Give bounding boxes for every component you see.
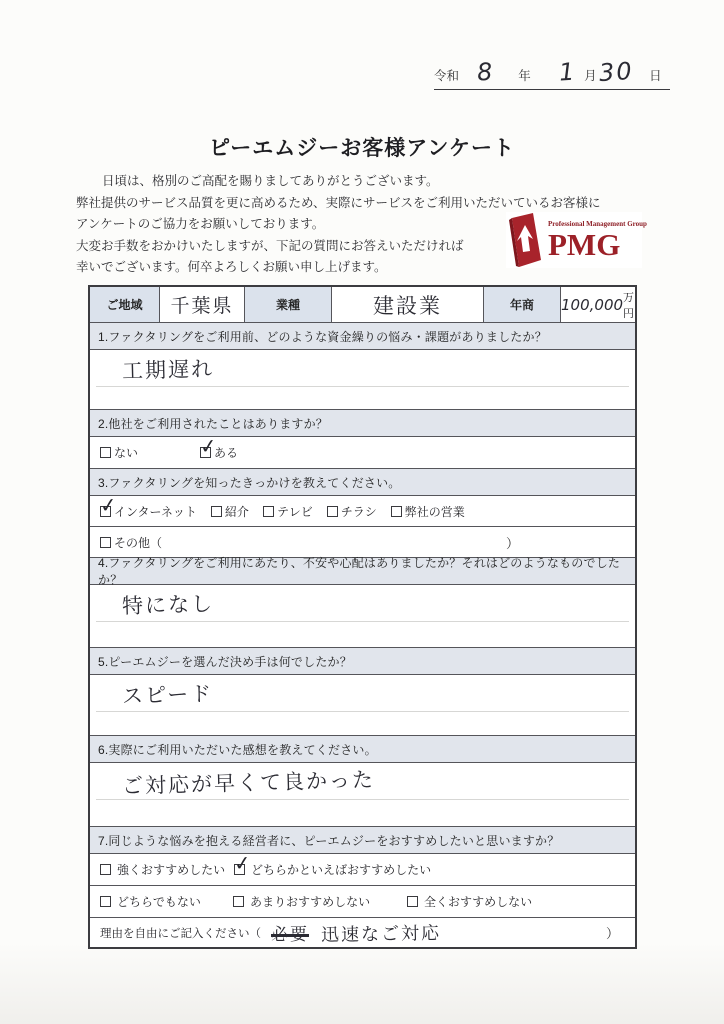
question-5-header: 5.ピーエムジーを選んだ決め手は何でしたか？ <box>90 648 635 675</box>
answer-field-q4[interactable]: 特になし <box>90 585 635 648</box>
checkbox-icon <box>198 433 218 459</box>
checkbox-icon <box>98 491 118 518</box>
question-3-options <box>90 491 635 527</box>
checkbox-option-eigyo[interactable]: 弊社の営業 <box>391 503 465 520</box>
other-close-paren: ） <box>505 535 519 551</box>
intro-line: 弊社提供のサービス品質を更に高めるため、実際にサービスをご利用いただいているお客様に <box>76 195 601 210</box>
region-value-field[interactable]: 千葉県 <box>160 287 245 322</box>
intro-line: 大変お手数をおかけいたしますが、下記の質問にお答えいただければ <box>76 238 464 253</box>
checkbox-option-neutral[interactable]: どちらでもない <box>100 893 233 910</box>
question-7-options-row1 <box>90 850 635 886</box>
revenue-label-cell: 年商 <box>484 287 561 322</box>
checkbox-option-strongly-recommend[interactable]: 強くおすすめしたい <box>100 861 234 878</box>
checkbox-icon <box>232 850 252 876</box>
industry-value-field[interactable]: 建設業 <box>332 287 484 322</box>
checkbox-option-internet[interactable]: ✓ インターネット <box>98 491 197 519</box>
reason-crossed-out-text: 必要 <box>271 925 309 945</box>
checkbox-icon <box>211 506 222 517</box>
checkbox-icon <box>100 864 111 875</box>
profile-row <box>90 287 635 323</box>
survey-table <box>88 285 637 949</box>
check-mark-icon: ✓ <box>232 850 252 876</box>
checkbox-icon <box>263 506 274 517</box>
revenue-unit-label: 万円 <box>623 291 635 320</box>
checkbox-icon <box>100 537 111 548</box>
date-field <box>434 58 670 90</box>
checkbox-option-sonota[interactable]: その他（ <box>100 534 162 551</box>
date-era-label: 令和 <box>434 69 460 83</box>
question-4-header: 4.ファクタリングをご利用にあたり、不安や心配はありましたか？それはどのようなものでしたか？ <box>90 558 635 585</box>
checkbox-option-somewhat-recommend[interactable]: ✓ どちらかといえばおすすめしたい <box>232 850 432 877</box>
page-title: ピーエムジーお客様アンケート <box>209 137 515 160</box>
date-day-unit: 日 <box>649 69 662 83</box>
reason-label: 理由を自由にご記入ください（ <box>100 927 261 940</box>
intro-line: 日頃は、格別のご高配を賜りましてありがとうございます。 <box>102 174 439 188</box>
logo-tagline: Professional Management Group <box>548 220 647 228</box>
reason-row <box>90 918 635 947</box>
question-2-header: 2.他社をご利用されたことはありますか？ <box>90 410 635 437</box>
check-mark-icon: ✓ <box>198 433 218 459</box>
answer-field-q5[interactable]: スピード <box>90 675 635 736</box>
date-month-unit: 月 <box>584 69 597 83</box>
checkbox-option-tv[interactable]: テレビ <box>263 503 313 520</box>
checkbox-option-not-at-all-recommend[interactable]: 全くおすすめしない <box>407 893 532 910</box>
date-day-handwritten: 30 <box>597 56 635 88</box>
logo-wordmark: PMG <box>548 227 621 262</box>
date-month-handwritten: 1 <box>557 57 578 87</box>
industry-label-cell: 業種 <box>245 287 332 322</box>
question-3-header: 3.ファクタリングを知ったきっかけを教えてください。 <box>90 469 635 496</box>
question-7-options-row2 <box>90 886 635 918</box>
logo-book-arrow-icon <box>506 213 544 267</box>
intro-line: アンケートのご協力をお願いしております。 <box>76 217 325 231</box>
question-7-header: 7.同じような悩みを抱える経営者に、ピーエムジーをおすすめしたいと思いますか？ <box>90 827 635 854</box>
checkbox-icon <box>100 447 111 458</box>
check-mark-icon: ✓ <box>98 491 118 518</box>
intro-line: 幸いでございます。何卒よろしくお願い申し上げます。 <box>76 260 387 274</box>
reason-input[interactable]: 迅速なご対応 <box>320 922 442 946</box>
question-6-header: 6.実際にご利用いただいた感想を教えてください。 <box>90 736 635 763</box>
reason-close-paren: ） <box>605 926 619 941</box>
checkbox-option-aru[interactable]: ✓ ある <box>198 433 239 460</box>
question-2-options <box>90 433 635 469</box>
region-label-cell: ご地域 <box>90 287 160 322</box>
date-year-handwritten: 8 <box>476 57 496 87</box>
answer-field-q6[interactable]: ご対応が早くて良かった <box>90 763 635 827</box>
question-1-header: 1.ファクタリングをご利用前、どのような資金繰りの悩み・課題がありましたか？ <box>90 323 635 350</box>
checkbox-icon <box>391 506 402 517</box>
checkbox-icon <box>407 896 418 907</box>
date-year-unit: 年 <box>518 69 531 83</box>
checkbox-icon <box>233 896 244 907</box>
checkbox-option-not-really-recommend[interactable]: あまりおすすめしない <box>233 893 407 910</box>
pmg-logo <box>506 212 647 268</box>
answer-field-q1[interactable]: 工期遅れ <box>90 350 635 410</box>
checkbox-option-nai[interactable]: ない <box>100 444 138 461</box>
checkbox-option-chirashi[interactable]: チラシ <box>327 503 377 520</box>
checkbox-option-shokai[interactable]: 紹介 <box>211 503 249 520</box>
checkbox-icon <box>327 506 338 517</box>
revenue-value-field[interactable]: 100,000 万円 <box>561 287 635 322</box>
checkbox-icon <box>100 896 111 907</box>
